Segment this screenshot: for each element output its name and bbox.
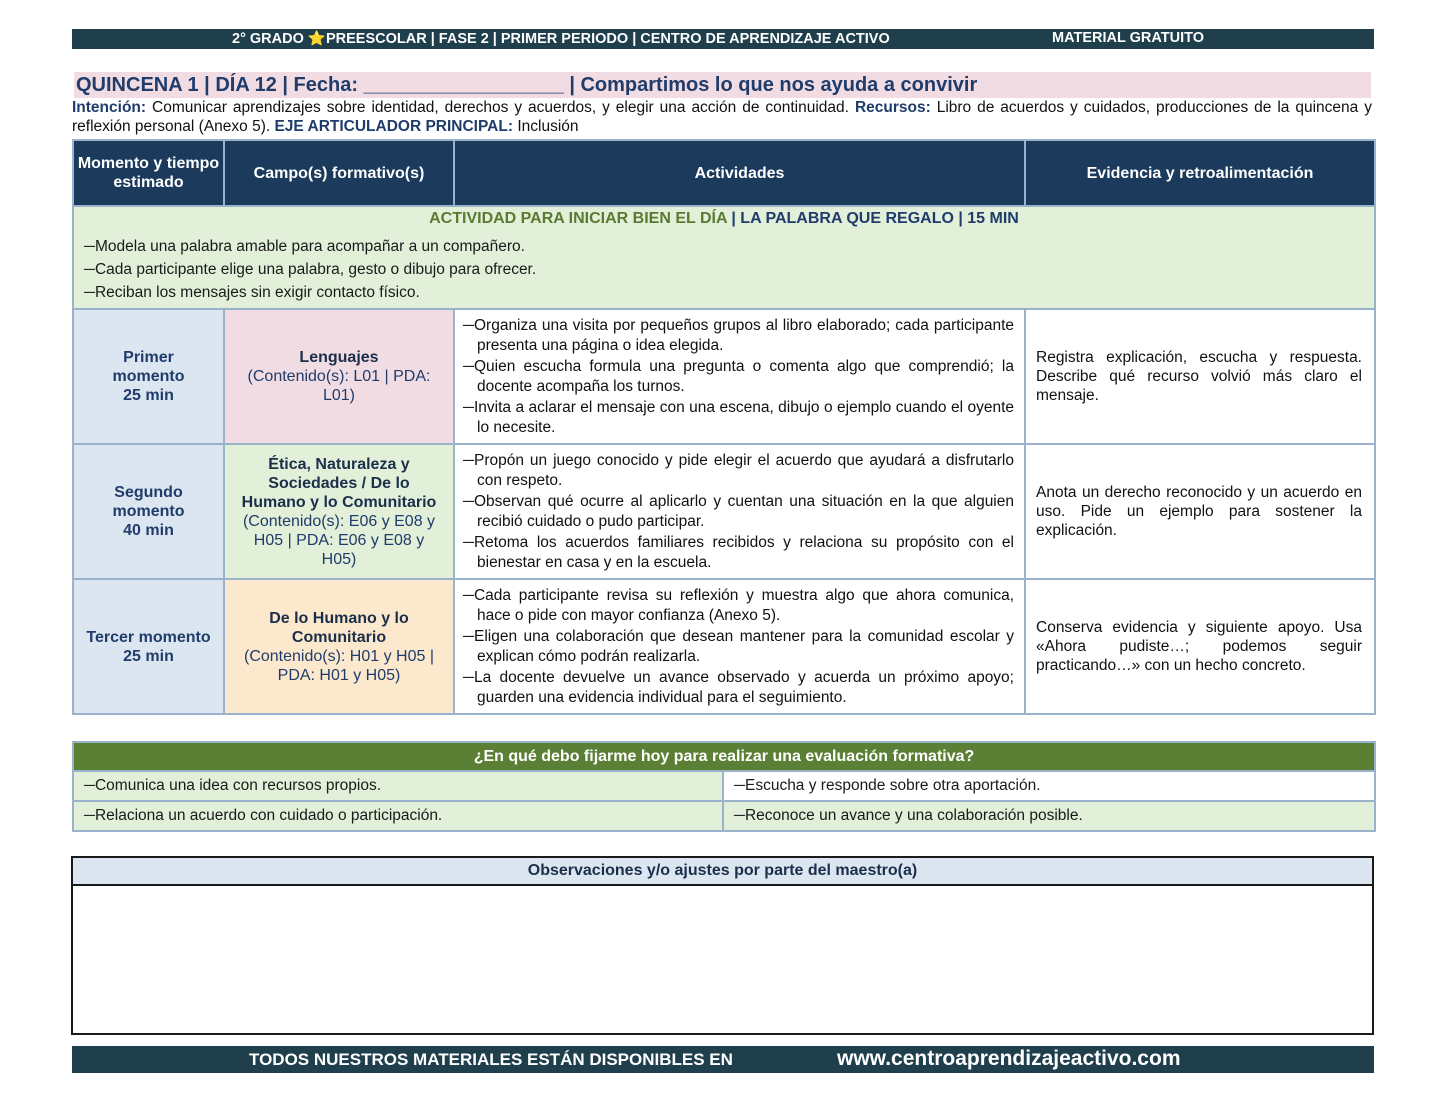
start-activity-cell	[73, 206, 1375, 309]
header-moment: Momento y tiempo estimado	[73, 140, 224, 206]
list-item: ─Modela una palabra amable para acompañar a un compañero.	[84, 238, 525, 255]
star-icon: ⭐	[307, 31, 326, 47]
title-bar	[74, 72, 1371, 98]
recursos-label: Recursos:	[854, 99, 931, 116]
plan-header-row	[73, 140, 1375, 206]
campo-content: (Contenido(s): L01 | PDA: L01)	[247, 368, 431, 404]
footer-bar	[72, 1046, 1374, 1073]
activity-item: ─Quien escucha formula una pregunta o comenta algo que comprendió; la docente acompaña los turnos.	[463, 358, 1014, 395]
header-free-material: MATERIAL GRATUITO	[1052, 30, 1204, 46]
activities-cell	[454, 309, 1025, 444]
campo-cell	[224, 444, 454, 579]
moment-row-2	[73, 444, 1375, 579]
observations-title: Observaciones y/o ajustes por parte del maestro(a)	[73, 858, 1372, 886]
activity-item: ─Eligen una colaboración que desean mantener para la comunidad escolar y explican cómo podrán realizarla.	[463, 628, 1014, 665]
evaluation-item: ─Comunica una idea con recursos propios.	[73, 771, 723, 801]
footer-text: TODOS NUESTROS MATERIALES ESTÁN DISPONIBLES EN	[249, 1050, 733, 1069]
intencion-text: Comunicar aprendizajes sobre identidad, derechos y acuerdos, y elegir una acción de continuidad.	[146, 99, 855, 116]
evidence-cell: Anota un derecho reconocido y un acuerdo en uso. Pide un ejemplo para sostener la explicación.	[1025, 444, 1375, 579]
eje-label: EJE ARTICULADOR PRINCIPAL:	[274, 118, 514, 135]
footer-website-link[interactable]: www.centroaprendizajeactivo.com	[837, 1047, 1181, 1070]
list-item: ─Reciban los mensajes sin exigir contacto físico.	[84, 284, 420, 301]
activity-item: ─Retoma los acuerdos familiares recibidos y relaciona su propósito con el bienestar en casa y en la escuela.	[463, 534, 1014, 571]
header-campo: Campo(s) formativo(s)	[224, 140, 454, 206]
header-activities: Actividades	[454, 140, 1025, 206]
evaluation-title: ¿En qué debo fijarme hoy para realizar una evaluación formativa?	[73, 742, 1375, 771]
evaluation-item: ─Relaciona un acuerdo con cuidado o participación.	[73, 801, 723, 831]
intent-paragraph	[72, 98, 1372, 136]
evaluation-item: ─Reconoce un avance y una colaboración posible.	[723, 801, 1375, 831]
moment-cell: Primer momento 25 min	[73, 309, 224, 444]
moment-cell: Segundo momento 40 min	[73, 444, 224, 579]
campo-name: Lenguajes	[299, 349, 379, 366]
activity-item: ─Invita a aclarar el mensaje con una escena, dibujo o ejemplo cuando el oyente lo necesite.	[463, 399, 1014, 436]
activity-item: ─Cada participante revisa su reflexión y muestra algo que ahora comunica, hace o pide con mayor confianza (Anexo 5).	[463, 587, 1014, 624]
activity-item: ─Propón un juego conocido y pide elegir el acuerdo que ayudará a disfrutarlo con respeto.	[463, 452, 1014, 489]
moment-row-3	[73, 579, 1375, 714]
evaluation-item: ─Escucha y responde sobre otra aportación.	[723, 771, 1375, 801]
recursos-text: Libro de acuerdos y cuidados, producciones de la quincena y reflexión personal (Anexo 5).	[72, 99, 1372, 135]
campo-content: (Contenido(s): E06 y E08 y H05 | PDA: E06 y E08 y H05)	[242, 512, 436, 568]
start-activity-row	[73, 206, 1375, 309]
observations-box	[71, 856, 1374, 1035]
header-bar	[72, 29, 1374, 49]
eje-text: Inclusión	[513, 118, 579, 135]
moment-cell: Tercer momento 25 min	[73, 579, 224, 714]
page-title: QUINCENA 1 | DÍA 12 | Fecha: __________________ | Compartimos lo que nos ayuda a convivir	[76, 74, 978, 96]
header-evidence: Evidencia y retroalimentación	[1025, 140, 1375, 206]
start-activity-list	[84, 235, 1364, 304]
campo-content: (Contenido(s): H01 y H05 | PDA: H01 y H05)	[243, 647, 434, 684]
list-item: ─Cada participante elige una palabra, gesto o dibujo para ofrecer.	[84, 261, 537, 278]
activity-item: ─Observan qué ocurre al aplicarlo y cuentan una situación en la que alguien recibió cuidado o pudo participar.	[463, 493, 1014, 530]
activity-item: ─Organiza una visita por pequeños grupos al libro elaborado; cada participante presenta una página o idea elegida.	[463, 317, 1014, 354]
observations-area[interactable]	[73, 886, 1372, 1031]
campo-cell	[224, 309, 454, 444]
activities-cell	[454, 579, 1025, 714]
campo-name: Ética, Naturaleza y Sociedades / De lo Humano y lo Comunitario	[241, 455, 437, 511]
start-activity-title: ACTIVIDAD PARA INICIAR BIEN EL DÍA | LA PALABRA QUE REGALO | 15 MIN	[429, 210, 1019, 227]
plan-table	[72, 139, 1376, 715]
campo-name: De lo Humano y lo Comunitario	[269, 609, 409, 646]
header-grade-info: 2° GRADO ⭐PREESCOLAR | FASE 2 | PRIMER PERIODO | CENTRO DE APRENDIZAJE ACTIVO	[232, 31, 890, 47]
campo-cell	[224, 579, 454, 714]
evidence-cell: Registra explicación, escucha y respuesta. Describe qué recurso volvió más claro el mensaje.	[1025, 309, 1375, 444]
moment-row-1	[73, 309, 1375, 444]
activity-item: ─La docente devuelve un avance observado y acuerda un próximo apoyo; guarden una evidencia individual para el seguimiento.	[463, 669, 1014, 706]
evaluation-table	[72, 741, 1376, 832]
activities-cell	[454, 444, 1025, 579]
intencion-label: Intención:	[72, 99, 147, 116]
evidence-cell: Conserva evidencia y siguiente apoyo. Usa «Ahora pudiste…; podemos seguir practicando…» con un hecho concreto.	[1025, 579, 1375, 714]
